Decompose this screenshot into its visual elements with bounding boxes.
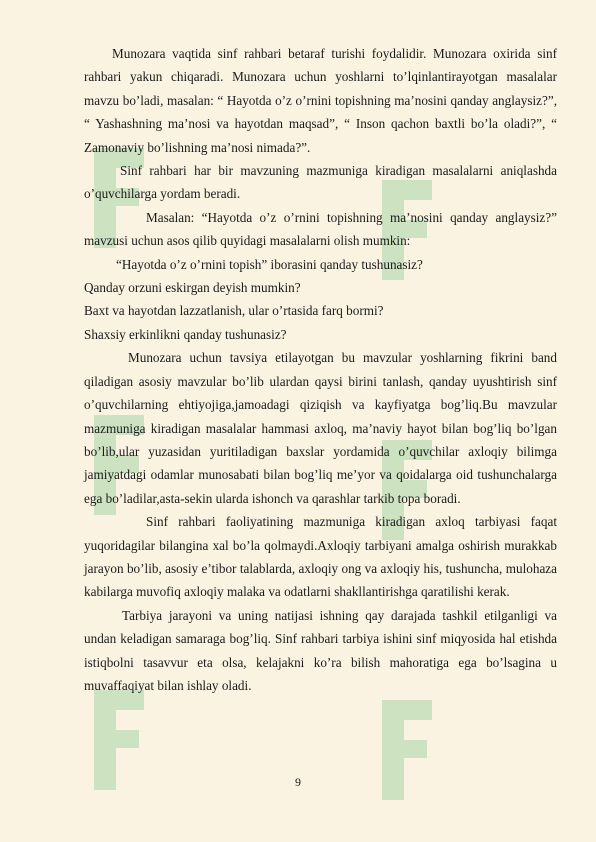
- question-item: Qanday orzuni eskirgan deyish mumkin?: [84, 280, 301, 296]
- document-body: [84, 42, 557, 697]
- paragraph: Munozara uchun tavsiya etilayotgan bu mavzular yoshlarning fikrini band qiladigan asosiy mavzular bo’lib ulardan qaysi birini tanlash, qanday uyushtirish sinf o’quvchilarning ehtiyojiga,jamoadagi qiziqish va kayfiyatga bog’liq.Bu mavzular mazmuniga kiradigan masalalar hammasi axloq, ma’naviy hayot bilan bog’liq bo’lgan bo’lib,ular yuzasidan yuritiladigan baxslar yordamida o’quvchilar axloqiy bilimga jamiyatdagi odamlar munosabati bilan bog’liq me’yor va qoidalarga oid tushunchalarga ega bo’ladilar,asta-sekin ularda ishonch va qarashlar tarkib topa boradi.: [84, 350, 557, 506]
- paragraph: Sinf rahbari faoliyatining mazmuniga kiradigan axloq tarbiyasi faqat yuqoridagilar bilangina xal bo’la qolmaydi.Axloqiy tarbiyani amalga oshirish murakkab jarayon bo’lib, asosiy e’tibor talablarda, axloqiy ong va axloqiy his, tushuncha, mulohaza kabilarga muvofiq axloqiy malaka va odatlarni shakllantirishga qaratilishi kerak.: [84, 514, 557, 600]
- question-item: “Hayotda o’z o’rnini topish” iborasini qanday tushunasiz?: [116, 256, 423, 272]
- question-item: Baxt va hayotdan lazzatlanish, ular o’rtasida farq bormi?: [84, 303, 384, 319]
- paragraph: Sinf rahbari har bir mavzuning mazmuniga kiradigan masalalarni aniqlashda o’quvchilarga yordam beradi.: [84, 163, 557, 202]
- watermark-logo-icon: [372, 690, 442, 810]
- page-number: 9: [295, 775, 301, 789]
- question-item: Shaxsiy erkinlikni qanday tushunasiz?: [84, 326, 287, 342]
- paragraph: Tarbiya jarayoni va uning natijasi ishning qay darajada tashkil etilganligi va undan keladigan samaraga bog’liq. Sinf rahbari tarbiya ishini sinf miqyosida hal etishda istiqbolni tasavvur eta olsa, kelajakni ko’ra bilish mahoratiga ega bo’lsagina u muvaffaqiyat bilan ishlay oladi.: [84, 607, 557, 693]
- paragraph: Munozara vaqtida sinf rahbari betaraf turishi foydalidir. Munozara oxirida sinf rahbari yakun chiqaradi. Munozara uchun yoshlarni to’lqinlantirayotgan masalalar mavzu bo’ladi, masalan: “ Hayotda o’z o’rnini topishning ma’nosini qanday anglaysiz?”, “ Yashashning ma’nosi va hayotdan maqsad”, “ Inson qachon baxtli bo’la oladi?”, “ Zamonaviy bo’lishning ma’nosi nimada?”.: [84, 46, 557, 155]
- paragraph: Masalan: “Hayotda o’z o’rnini topishning ma’nosini qanday anglaysiz?” mavzusi uchun asos qilib quyidagi masalalarni olish mumkin:: [84, 209, 557, 249]
